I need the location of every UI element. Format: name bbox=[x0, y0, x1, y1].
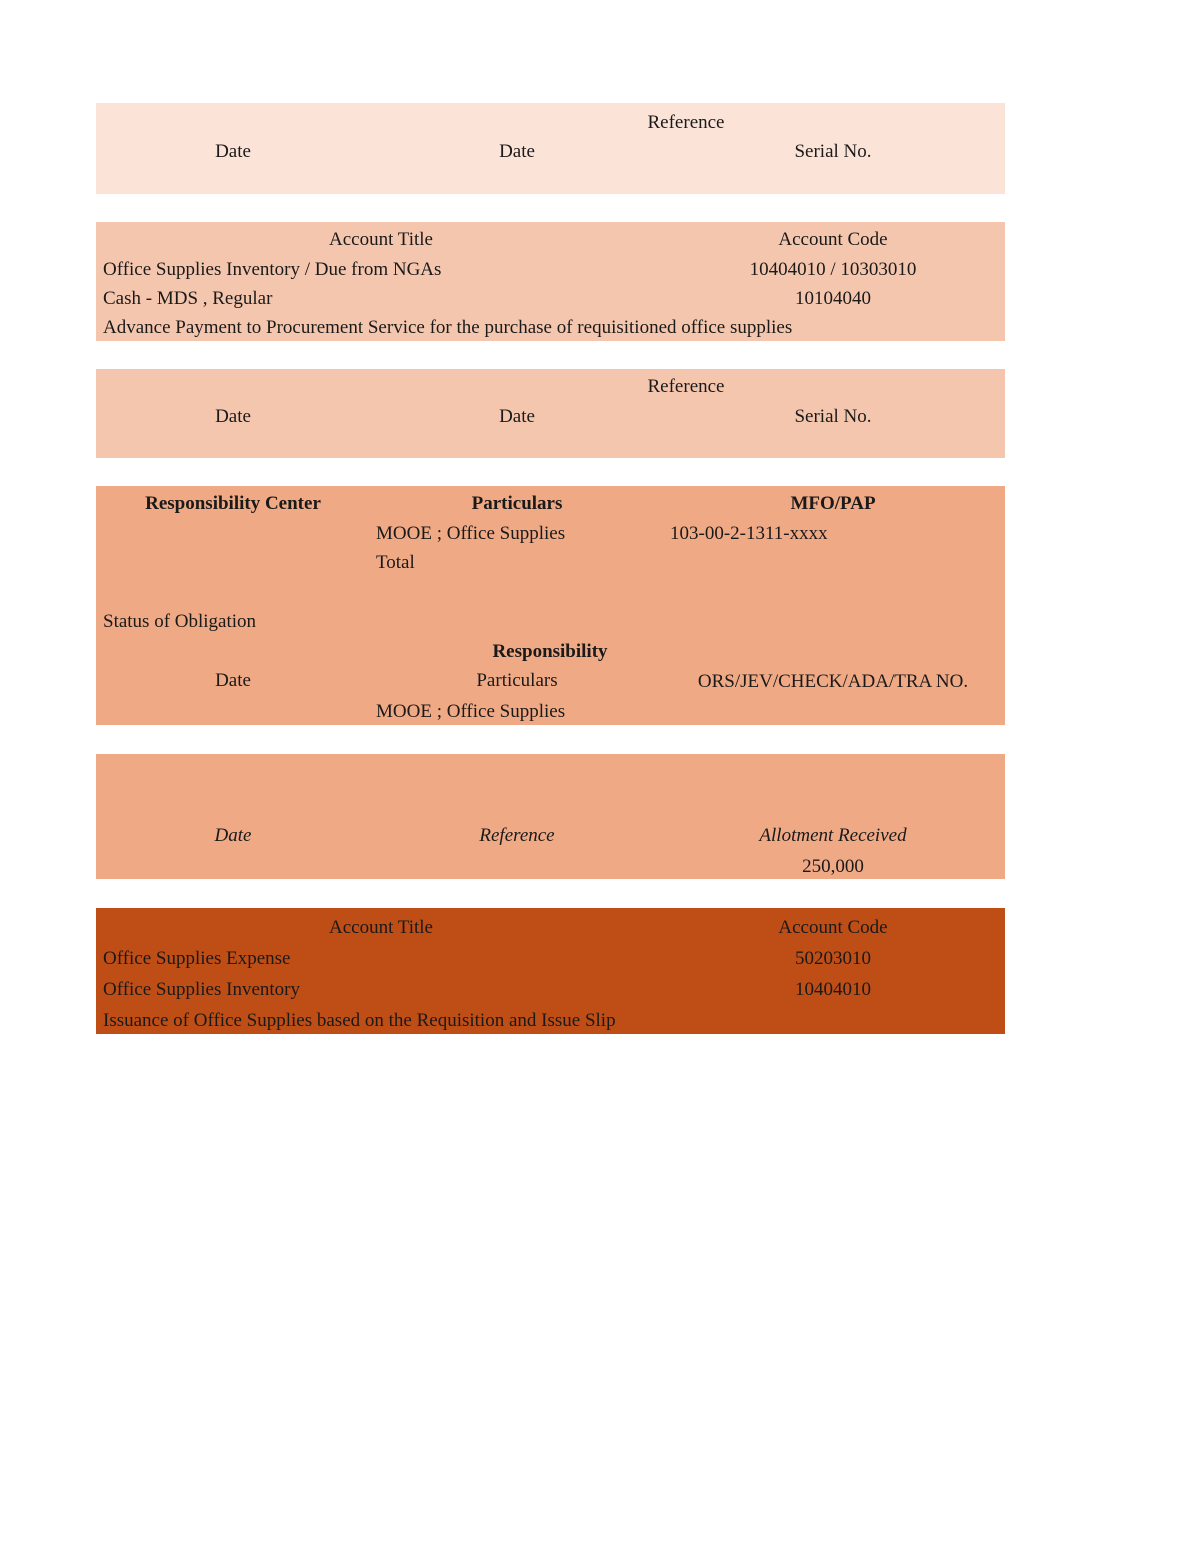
reference-label: Reference bbox=[479, 825, 555, 846]
status-of-obligation-label: Status of Obligation bbox=[103, 611, 257, 632]
account-code-cell: 10104040 bbox=[795, 288, 871, 309]
allotment-received-label: Allotment Received bbox=[759, 825, 907, 846]
entry-description: Advance Payment to Procurement Service for the purchase of requisitioned office supplies bbox=[103, 317, 793, 338]
allotment-received-value: 250,000 bbox=[802, 856, 864, 877]
account-title-cell: Cash - MDS , Regular bbox=[103, 288, 273, 309]
date-label: Date bbox=[499, 141, 535, 162]
account-title-cell: Office Supplies Expense bbox=[103, 948, 291, 969]
mfo-pap-value: 103-00-2-1311-xxxx bbox=[670, 523, 828, 544]
account-title-cell: Office Supplies Inventory bbox=[103, 979, 300, 1000]
reference-label: Reference bbox=[647, 376, 725, 397]
date-label: Date bbox=[214, 825, 252, 846]
account-title-cell: Office Supplies Inventory / Due from NGAs bbox=[103, 259, 442, 280]
responsibility-center-header: Responsibility Center bbox=[145, 493, 321, 514]
account-title-header: Account Title bbox=[329, 917, 433, 938]
serial-no-label: Serial No. bbox=[794, 406, 872, 427]
serial-no-label: Serial No. bbox=[794, 141, 872, 162]
account-code-cell: 10404010 bbox=[795, 979, 871, 1000]
particulars-item: MOOE ; Office Supplies bbox=[376, 523, 566, 544]
entry-description: Issuance of Office Supplies based on the Requisition and Issue Slip bbox=[103, 1010, 616, 1031]
mfo-pap-header: MFO/PAP bbox=[790, 493, 876, 514]
particulars-item: MOOE ; Office Supplies bbox=[376, 701, 566, 722]
reference-label: Reference bbox=[647, 112, 725, 133]
account-title-header: Account Title bbox=[329, 229, 433, 250]
allotment-band bbox=[96, 754, 1005, 879]
particulars-label: Particulars bbox=[476, 670, 558, 691]
responsibility-label: Responsibility bbox=[492, 641, 608, 662]
date-label: Date bbox=[499, 406, 535, 427]
account-code-cell: 50203010 bbox=[795, 948, 871, 969]
account-code-header: Account Code bbox=[778, 229, 888, 250]
date-label: Date bbox=[215, 670, 251, 691]
ors-jev-label: ORS/JEV/CHECK/ADA/TRA NO. bbox=[697, 671, 969, 692]
account-code-header: Account Code bbox=[778, 917, 888, 938]
particulars-header: Particulars bbox=[471, 493, 563, 514]
date-label: Date bbox=[215, 406, 251, 427]
total-label: Total bbox=[376, 552, 415, 573]
account-code-cell: 10404010 / 10303010 bbox=[749, 259, 917, 280]
date-label: Date bbox=[215, 141, 251, 162]
